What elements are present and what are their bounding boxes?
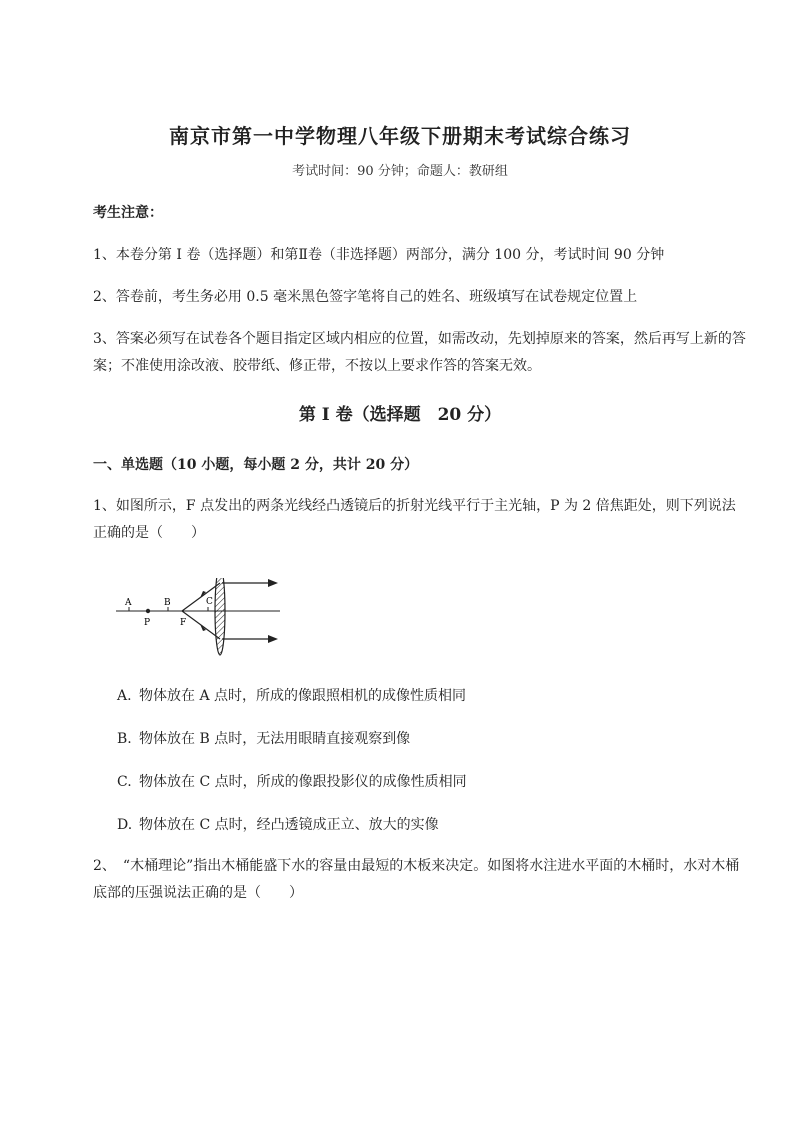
question-stem: 1、如图所示，F 点发出的两条光线经凸透镜后的折射光线平行于主光轴，P 为 2 倍焦距处，则下列说法正确的是（ ） (93, 498, 736, 541)
option-a[interactable] (117, 686, 466, 706)
convex-lens (215, 578, 225, 655)
point-p (146, 609, 150, 613)
notice-heading: 考生注意： (93, 205, 163, 221)
part-heading: 一、单选题（10 小题，每小题 2 分，共计 20 分） (93, 457, 419, 473)
question-stem: 2、 “木桶理论”指出木桶能盛下水的容量由最短的木板来决定。如图将水注进水平面的木桶时，水对木桶底部的压强说法正确的是（ ） (93, 858, 740, 901)
label-f: F (180, 618, 187, 628)
option-label: A. (117, 688, 132, 704)
label-c: C (206, 597, 213, 607)
option-label: D. (117, 817, 133, 833)
label-p: P (144, 618, 151, 628)
option-d[interactable] (117, 815, 439, 835)
notice-item: 1、本卷分第 I 卷（选择题）和第Ⅱ卷（非选择题）两部分，满分 100 分，考试时间 90 分钟 (93, 247, 665, 263)
option-text: 物体放在 C 点时，经凸透镜成正立、放大的实像 (139, 817, 439, 833)
option-text: 物体放在 A 点时，所成的像跟照相机的成像性质相同 (139, 688, 467, 704)
option-text: 物体放在 C 点时，所成的像跟投影仪的成像性质相同 (139, 774, 467, 790)
option-text: 物体放在 B 点时，无法用眼睛直接观察到像 (139, 731, 411, 747)
section-title: 第 I 卷（选择题 20 分） (298, 405, 502, 425)
option-label: C. (117, 774, 132, 790)
page-title: 南京市第一中学物理八年级下册期末考试综合练习 (169, 124, 631, 148)
exam-info: 考试时间：90 分钟；命题人：教研组 (292, 164, 508, 179)
label-b: B (164, 598, 171, 608)
label-a: A (125, 598, 132, 608)
notice-item: 3、答案必须写在试卷各个题目指定区域内相应的位置，如需改动，先划掉原来的答案，然后再写上新的答案；不准使用涂改液、胶带纸、修正带，不按以上要求作答的答案无效。 (93, 331, 746, 374)
option-b[interactable] (117, 729, 410, 749)
lens-ray-diagram (108, 578, 288, 660)
option-c[interactable] (117, 772, 467, 792)
option-label: B. (117, 731, 132, 747)
notice-item: 2、答卷前，考生务必用 0.5 毫米黑色签字笔将自己的姓名、班级填写在试卷规定位置上 (93, 289, 638, 305)
